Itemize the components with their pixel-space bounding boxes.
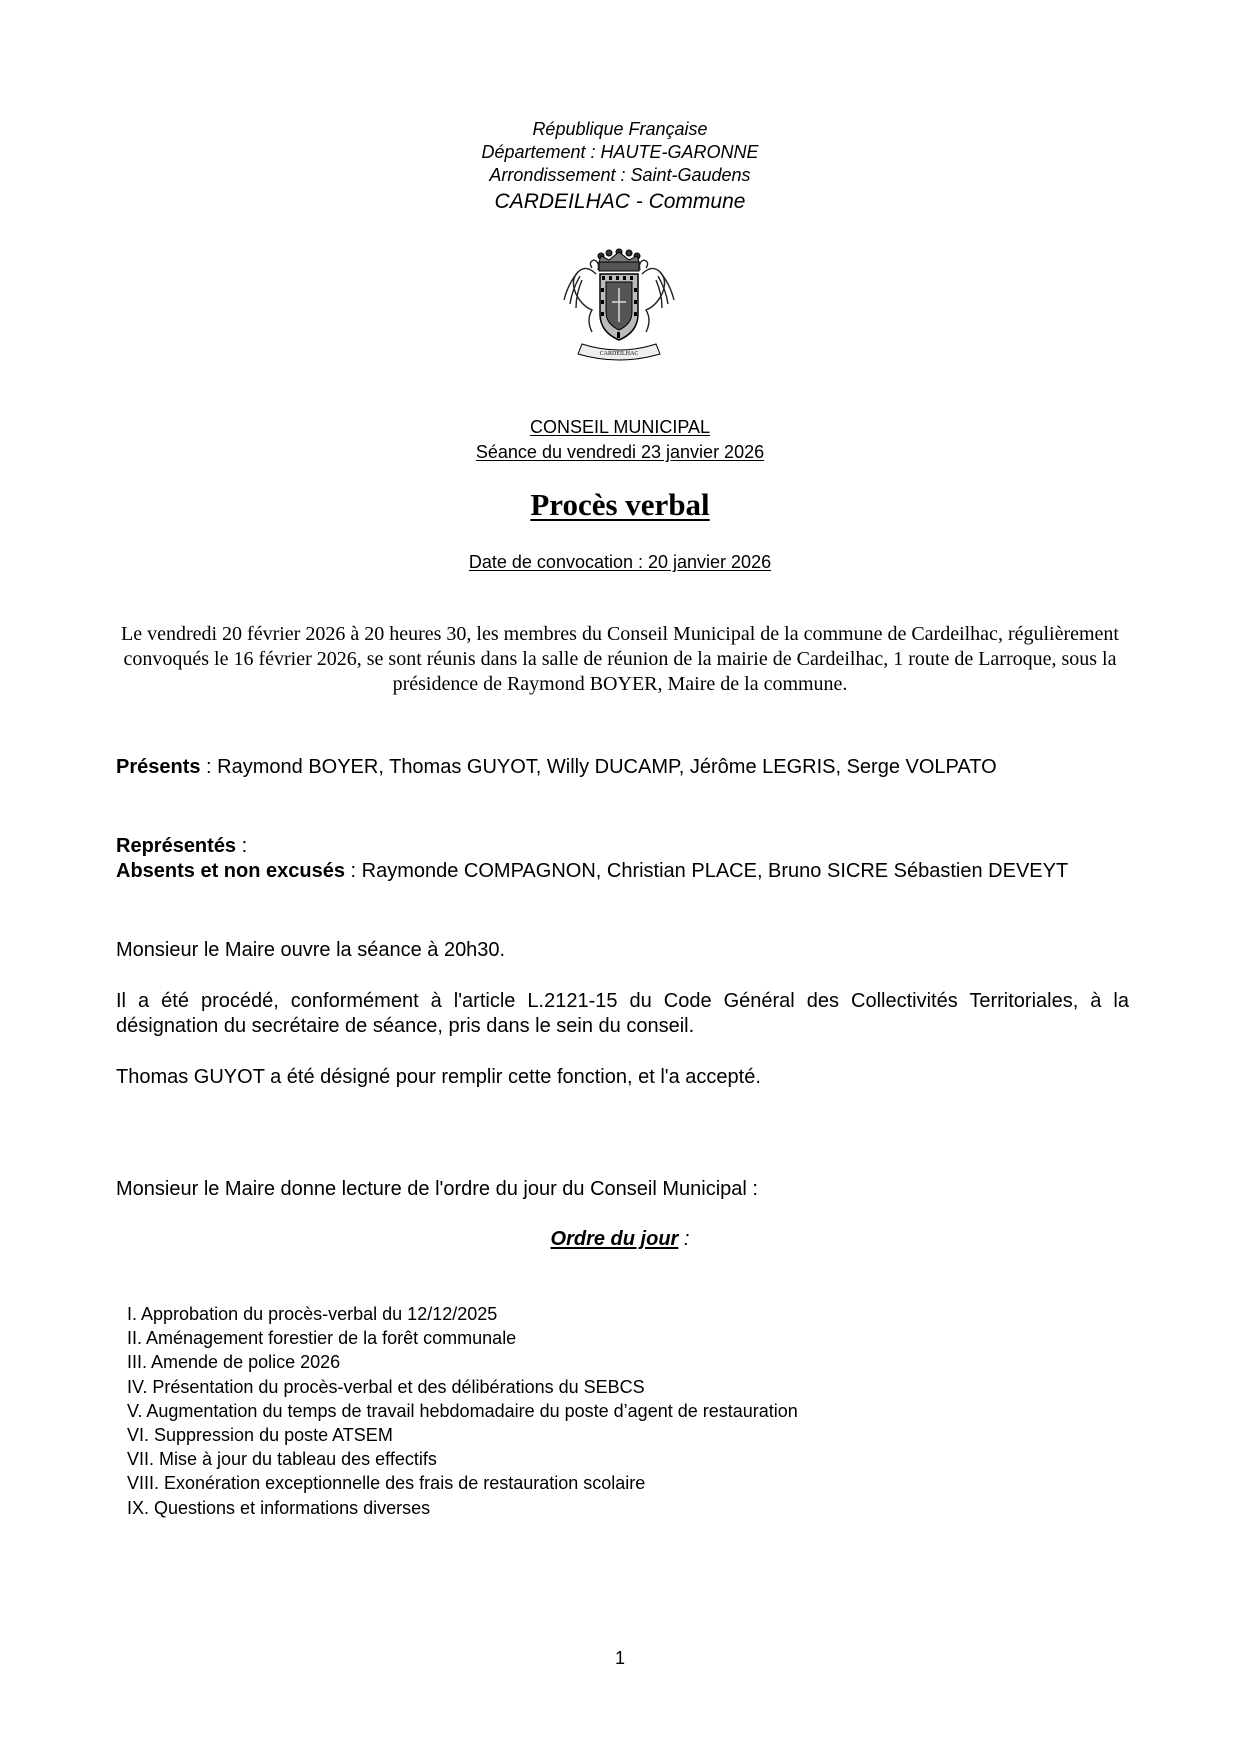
absent-names: Raymonde COMPAGNON, Christian PLACE, Bruno SICRE Sébastien DEVEYT: [361, 860, 1069, 882]
procedure-paragraph: Il a été procédé, conformément à l'article L.2121-15 du Code Général des Collectivités Territoriales, à la désignation du secrétaire de séance, pris dans le sein du conseil.: [116, 990, 1129, 1037]
represented-label: Représentés: [116, 835, 237, 857]
opening-paragraph: Monsieur le Maire ouvre la séance à 20h30.: [116, 939, 506, 961]
session-date-text: Séance du vendredi 23 janvier 2026: [475, 442, 765, 462]
crown-icon: [598, 249, 640, 271]
griffin-left-icon: [564, 260, 599, 332]
agenda-title: [0, 1228, 1240, 1251]
reading-paragraph: Monsieur le Maire donne lecture de l'ordre du jour du Conseil Municipal :: [116, 1178, 758, 1200]
agenda-item: IV. Présentation du procès-verbal et des délibérations du SEBCS: [127, 1376, 645, 1397]
page-title: [0, 487, 1240, 523]
agenda-item: VI. Suppression du poste ATSEM: [127, 1425, 393, 1446]
present-members: [116, 755, 1129, 780]
page-number: 1: [614, 1648, 625, 1668]
council-heading-text: CONSEIL MUNICIPAL: [529, 417, 711, 437]
represented-members: [116, 834, 1129, 859]
page-title-text: Procès verbal: [530, 487, 710, 522]
absent-members: [116, 859, 1129, 884]
agenda-list: [127, 1302, 1027, 1520]
convocation-date: [0, 551, 1240, 574]
griffin-right-icon: [640, 260, 675, 332]
agenda-title-suffix: :: [678, 1228, 690, 1250]
coat-of-arms-icon: [556, 244, 682, 364]
agenda-item: I. Approbation du procès-verbal du 12/12/2025: [127, 1304, 498, 1324]
header-republique: République Française: [532, 119, 708, 139]
agenda-title-text: Ordre du jour: [550, 1228, 679, 1250]
agenda-item: VII. Mise à jour du tableau des effectifs: [127, 1449, 437, 1470]
convocation-date-text: Date de convocation : 20 janvier 2026: [468, 552, 772, 572]
agenda-item: III. Amende de police 2026: [127, 1352, 341, 1373]
banner-text: CARDEILHAC: [599, 351, 639, 357]
intro-paragraph: Le vendredi 20 février 2026 à 20 heures 30, les membres du Conseil Municipal de la commune de Cardeilhac, régulièrement convoqués le 16 février 2026, se sont réunis dans la salle de réunion de la mairie de Cardeilhac, 1 route de Larroque, sous la présidence de Raymond BOYER, Maire de la commune.: [120, 623, 1119, 695]
header-commune: CARDEILHAC - Commune: [494, 190, 746, 213]
shield-icon: [600, 274, 638, 340]
agenda-item: II. Aménagement forestier de la forêt communale: [127, 1328, 517, 1349]
present-label: Présents: [116, 756, 201, 778]
banner-ribbon: [578, 344, 660, 360]
present-names: Raymond BOYER, Thomas GUYOT, Willy DUCAMP, Jérôme LEGRIS, Serge VOLPATO: [217, 756, 997, 778]
header-departement: Département : HAUTE-GARONNE: [481, 142, 759, 162]
secretary-paragraph: Thomas GUYOT a été désigné pour remplir cette fonction, et l'a accepté.: [116, 1066, 761, 1088]
represented-sep: :: [236, 835, 248, 857]
session-date: [0, 441, 1240, 464]
agenda-item: VIII. Exonération exceptionnelle des frais de restauration scolaire: [127, 1473, 646, 1494]
agenda-item: IX. Questions et informations diverses: [127, 1497, 431, 1518]
present-sep: :: [200, 756, 218, 778]
absent-label: Absents et non excusés: [116, 860, 345, 882]
absent-sep: :: [344, 860, 362, 882]
agenda-item: V. Augmentation du temps de travail hebdomadaire du poste d’agent de restauration: [127, 1400, 798, 1421]
header-arrondissement: Arrondissement : Saint-Gaudens: [489, 165, 751, 185]
council-heading: [0, 416, 1240, 439]
